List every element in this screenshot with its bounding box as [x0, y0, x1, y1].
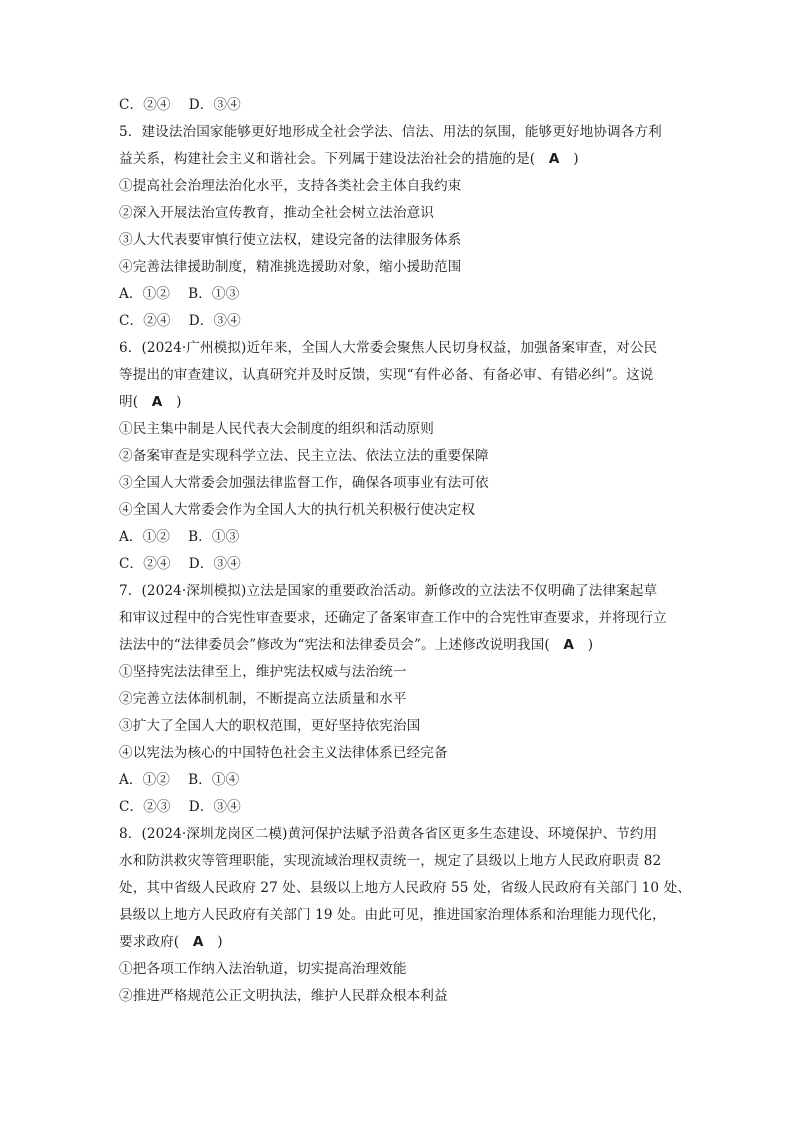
q8-stem-line-2 [119, 852, 689, 870]
close-paren: ) [574, 637, 594, 653]
text: 要求政府( [119, 934, 193, 950]
q6-stem-line-3 [119, 393, 689, 411]
text: 处，其中省级人民政府 27 处、县级以上地方人民政府 55 处，省级人民政府有关部门 10 处、 [119, 880, 691, 896]
text: ①坚持宪法法律至上，维护宪法权威与法治统一 [119, 664, 407, 680]
q8-item-2 [119, 987, 689, 1005]
text: ③全国人大常委会加强法律监督工作，确保各项事业有法可依 [119, 475, 489, 491]
q5-options-cd [119, 312, 689, 330]
text: ③人大代表要审慎行使立法权，建设完备的法律服务体系 [119, 232, 462, 248]
q8-answer: A [192, 934, 204, 950]
q7-item-1 [119, 663, 689, 681]
text: C．②④ D．③④ [119, 556, 241, 572]
text: A．①② B．①④ [119, 772, 240, 788]
q8-item-1 [119, 960, 689, 978]
text: ②完善立法体制机制，不断提高立法质量和水平 [119, 691, 407, 707]
text: 6．(2024·广州模拟)近年来，全国人大常委会聚焦人民切身权益，加强备案审查，对公民 [119, 340, 658, 356]
q5-item-1 [119, 177, 689, 195]
text: ①提高社会治理法治化水平，支持各类社会主体自我约束 [119, 178, 462, 194]
text: 益关系，构建社会主义和谐社会。下列属于建设法治社会的措施的是( [119, 151, 549, 167]
q6-item-1 [119, 420, 689, 438]
close-paren: ) [162, 394, 182, 410]
q7-stem-line-1 [119, 582, 689, 600]
q6-item-3 [119, 474, 689, 492]
q6-item-2 [119, 447, 689, 465]
q6-options-cd [119, 555, 689, 573]
text: 明( [119, 394, 152, 410]
q6-item-4 [119, 501, 689, 519]
q7-item-4 [119, 744, 689, 762]
q8-stem-line-5 [119, 933, 689, 951]
text: C．②④ D．③④ [119, 313, 241, 329]
q7-stem-line-2 [119, 609, 689, 627]
text: ②备案审查是实现科学立法、民主立法、依法立法的重要保障 [119, 448, 489, 464]
text: A．①② B．①③ [119, 529, 240, 545]
q5-stem-line-1 [119, 123, 689, 141]
q5-item-3 [119, 231, 689, 249]
text: C．②④ D．③④ [119, 97, 241, 113]
text: 县级以上地方人民政府有关部门 19 处。由此可见，推进国家治理体系和治理能力现代化， [119, 907, 666, 923]
q8-stem-line-1 [119, 825, 689, 843]
text: ②推进严格规范公正文明执法，维护人民群众根本利益 [119, 988, 448, 1004]
text: 法法中的“法律委员会”修改为“宪法和法律委员会”。上述修改说明我国( [119, 637, 564, 653]
text: C．②③ D．③④ [119, 799, 241, 815]
q8-stem-line-4 [119, 906, 689, 924]
q6-answer: A [151, 394, 163, 410]
q5-stem-line-2 [119, 150, 689, 168]
text: ②深入开展法治宣传教育，推动全社会树立法治意识 [119, 205, 434, 221]
close-paren: ) [203, 934, 223, 950]
q7-item-3 [119, 717, 689, 735]
q8-stem-line-3 [119, 879, 689, 897]
q5-item-2 [119, 204, 689, 222]
q7-options-ab [119, 771, 689, 789]
text: 7．(2024·深圳模拟)立法是国家的重要政治活动。新修改的立法法不仅明确了法律案起草 [119, 583, 658, 599]
text: ④完善法律援助制度，精准挑选援助对象，缩小援助范围 [119, 259, 462, 275]
text: 等提出的审查建议，认真研究并及时反馈，实现“有件必备、有备必审、有错必纠”。这说 [119, 367, 654, 383]
text: 和审议过程中的合宪性审查要求，还确定了备案审查工作中的合宪性审查要求，并将现行立 [119, 610, 667, 626]
q6-options-ab [119, 528, 689, 546]
q7-answer: A [563, 637, 575, 653]
text: ④以宪法为核心的中国特色社会主义法律体系已经完备 [119, 745, 448, 761]
q5-options-ab [119, 285, 689, 303]
q7-item-2 [119, 690, 689, 708]
q7-stem-line-3 [119, 636, 689, 654]
text: ①把各项工作纳入法治轨道，切实提高治理效能 [119, 961, 407, 977]
text: ③扩大了全国人大的职权范围，更好坚持依宪治国 [119, 718, 421, 734]
q5-answer: A [548, 151, 560, 167]
q4-options-cd [119, 96, 689, 114]
text: ①民主集中制是人民代表大会制度的组织和活动原则 [119, 421, 434, 437]
q6-stem-line-1 [119, 339, 689, 357]
text: 5．建设法治国家能够更好地形成全社会学法、信法、用法的氛围，能够更好地协调各方利 [119, 124, 662, 140]
q5-item-4 [119, 258, 689, 276]
q7-options-cd [119, 798, 689, 816]
close-paren: ) [559, 151, 579, 167]
q6-stem-line-2 [119, 366, 689, 384]
text: ④全国人大常委会作为全国人大的执行机关积极行使决定权 [119, 502, 476, 518]
text: 8．(2024·深圳龙岗区二模)黄河保护法赋予沿黄各省区更多生态建设、环境保护、节约用 [119, 826, 658, 842]
text: 水和防洪救灾等管理职能，实现流域治理权责统一，规定了县级以上地方人民政府职责 82 [119, 853, 662, 869]
text: A．①② B．①③ [119, 286, 240, 302]
